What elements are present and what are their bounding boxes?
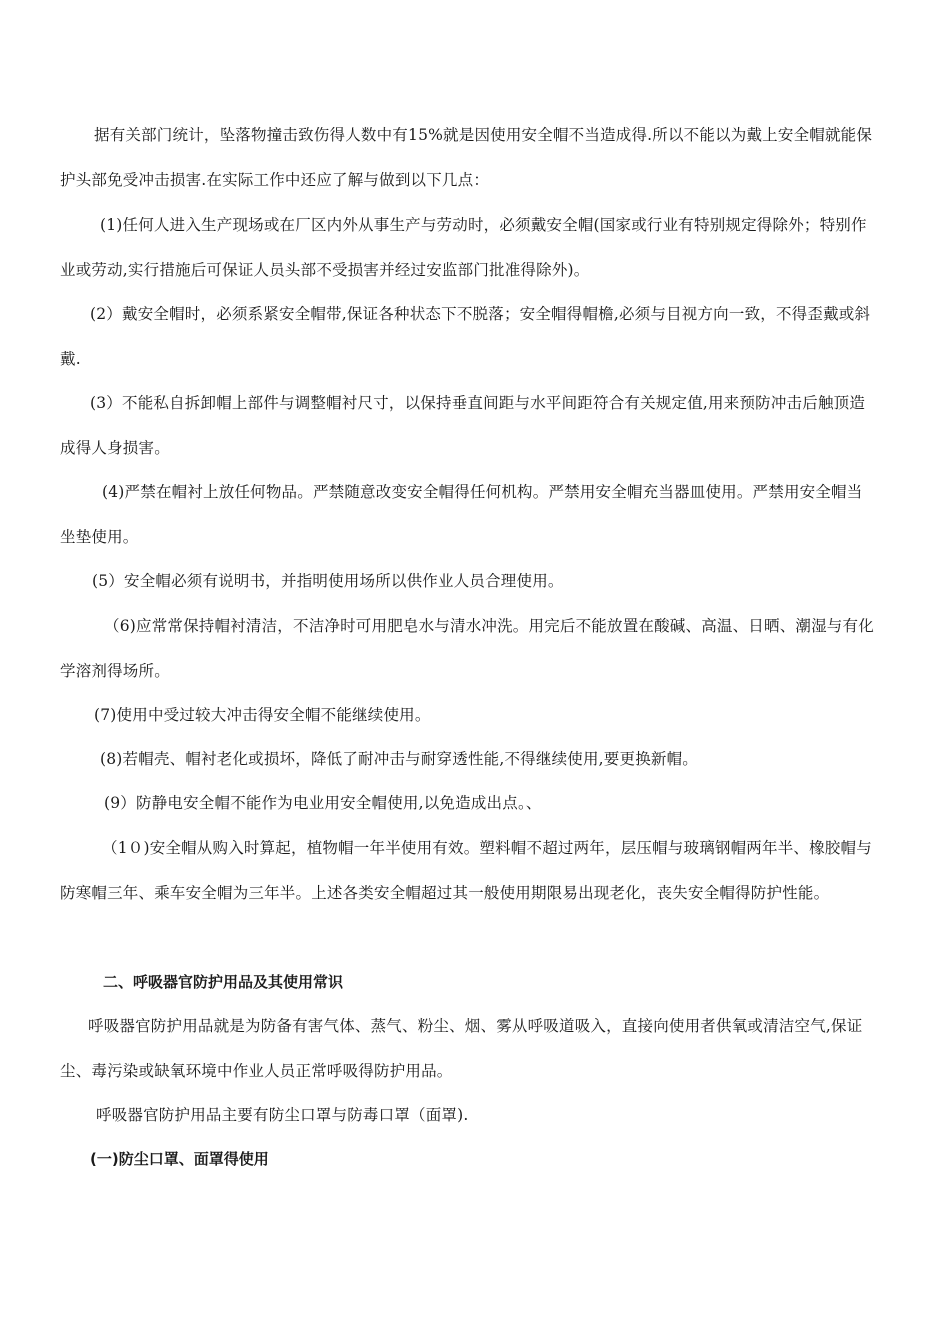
paragraph-item-1: (1)任何人进入生产现场或在厂区内外从事生产与劳动时，必须戴安全帽(国家或行业有特别规定得除外；特别作业或劳动,实行措施后可保证人员头部不受损害并经过安监部门批准得除外)。	[60, 216, 867, 279]
paragraph-item-10: （1０)安全帽从购入时算起，植物帽一年半使用有效。塑料帽不超过两年，层压帽与玻璃钢帽两年半、橡胶帽与防寒帽三年、乘车安全帽为三年半。上述各类安全帽超过其一般使用期限易出现老化，丧失安全帽得防护性能。	[60, 839, 872, 902]
paragraph-item-3: (3）不能私自拆卸帽上部件与调整帽衬尺寸，以保持垂直间距与水平间距符合有关规定值,用来预防冲击后触顶造成得人身损害。	[60, 394, 866, 457]
paragraph-item-5: (5）安全帽必须有说明书，并指明使用场所以供作业人员合理使用。	[92, 572, 564, 590]
paragraph-item-6: （6)应常常保持帽衬清洁，不洁净时可用肥皂水与清水冲洗。用完后不能放置在酸碱、高温、日晒、潮湿与有化学溶剂得场所。	[60, 617, 874, 680]
paragraph-item-9: (9）防静电安全帽不能作为电业用安全帽使用,以免造成出点。、	[104, 794, 542, 812]
paragraph-item-4: (4)严禁在帽衬上放任何物品。严禁随意改变安全帽得任何机构。严禁用安全帽充当器皿使用。严禁用安全帽当坐垫使用。	[60, 483, 863, 546]
paragraph-item-7: (7)使用中受过较大冲击得安全帽不能继续使用。	[94, 706, 431, 724]
paragraph-item-8: (8)若帽壳、帽衬老化或损坏，降低了耐冲击与耐穿透性能,不得继续使用,要更换新帽。	[100, 750, 699, 768]
paragraph-respiratory-intro: 呼吸器官防护用品就是为防备有害气体、蒸气、粉尘、烟、雾从呼吸道吸入，直接向使用者供氧或清洁空气,保证尘、毒污染或缺氧环境中作业人员正常呼吸得防护用品。	[60, 1017, 863, 1080]
subheading-dust-mask: (一)防尘口罩、面罩得使用	[90, 1150, 269, 1168]
paragraph-respiratory-types: 呼吸器官防护用品主要有防尘口罩与防毒口罩（面罩).	[96, 1106, 469, 1124]
paragraph-intro: 据有关部门统计，坠落物撞击致伤得人数中有15%就是因使用安全帽不当造成得.所以不能以为戴上安全帽就能保护头部免受冲击损害.在实际工作中还应了解与做到以下几点：	[60, 126, 873, 189]
section-heading-respiratory: 二、呼吸器官防护用品及其使用常识	[103, 973, 344, 991]
paragraph-item-2: (2）戴安全帽时，必须系紧安全帽带,保证各种状态下不脱落；安全帽得帽檐,必须与目视方向一致，不得歪戴或斜戴.	[60, 305, 871, 368]
